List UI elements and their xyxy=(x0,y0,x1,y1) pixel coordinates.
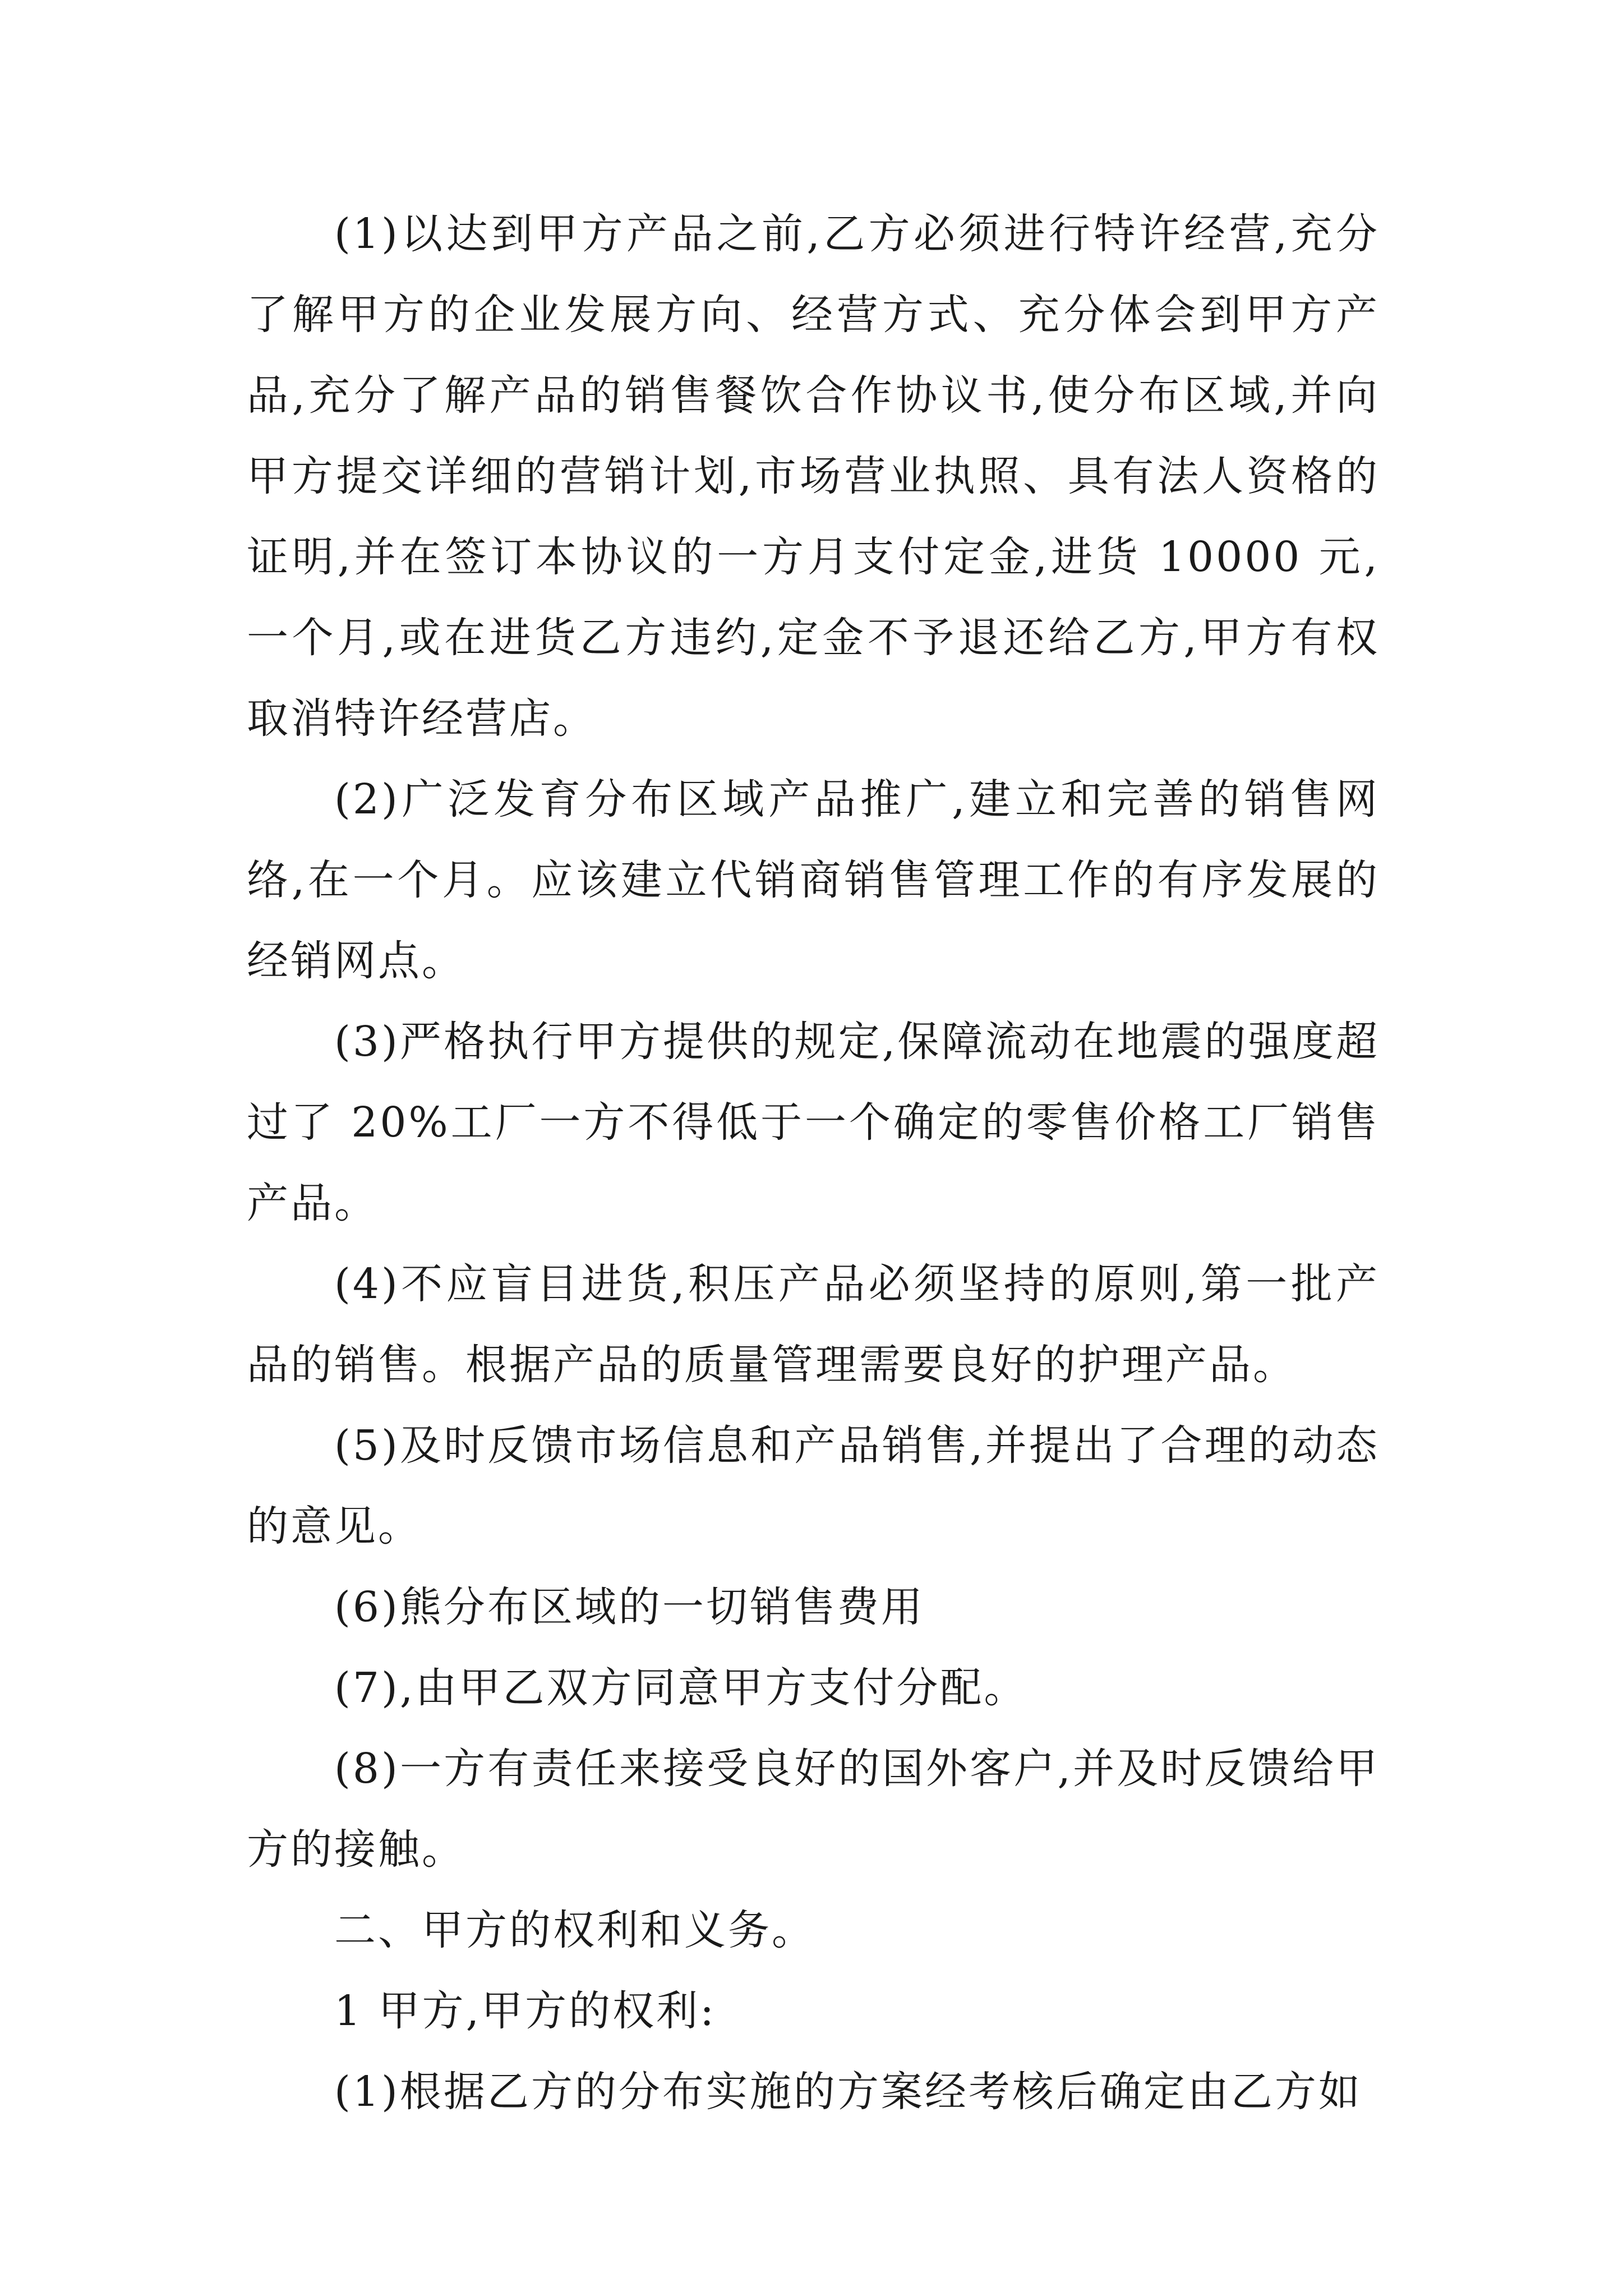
paragraph-9: (1)根据乙方的分布实施的方案经考核后确定由乙方如 xyxy=(334,2068,1362,2116)
paragraph-3: (3)严格执行甲方提供的规定,保障流动在地震的强度超过了 20%工厂一方不得低于一个确定的零售价格工厂销售产品。 xyxy=(247,1018,1380,1227)
subsection-heading: 1 甲方,甲方的权利: xyxy=(334,1987,717,2035)
paragraph-2: (2)广泛发育分布区域产品推广,建立和完善的销售网络,在一个月。应该建立代销商销售管理工作的有序发展的经销网点。 xyxy=(247,775,1380,985)
paragraph-5: (5)及时反馈市场信息和产品销售,并提出了合理的动态的意见。 xyxy=(247,1421,1380,1550)
section-heading: 二、甲方的权利和义务。 xyxy=(334,1906,815,1954)
paragraph-1: (1)以达到甲方产品之前,乙方必须进行特许经营,充分了解甲方的企业发展方向、经营方式、充分体会到甲方产品,充分了解产品的销售餐饮合作协议书,使分布区域,并向甲方提交详细的营销计划,市场营业执照、具有法人资格的证明,并在签订本协议的一方月支付定金,进货 10000 元,一个月,或在进货乙方违约,定金不予退还给乙方,甲方有权取消特许经营店。 xyxy=(247,210,1380,743)
paragraph-4: (4)不应盲目进货,积压产品必须坚持的原则,第一批产品的销售。根据产品的质量管理需要良好的护理产品。 xyxy=(247,1260,1380,1389)
paragraph-6: (6)熊分布区域的一切销售费用 xyxy=(334,1583,925,1631)
document-body xyxy=(247,194,1380,2132)
paragraph-7: (7),由甲乙双方同意甲方支付分配。 xyxy=(334,1664,1028,1712)
paragraph-8: (8)一方有责任来接受良好的国外客户,并及时反馈给甲方的接触。 xyxy=(247,1745,1380,1874)
